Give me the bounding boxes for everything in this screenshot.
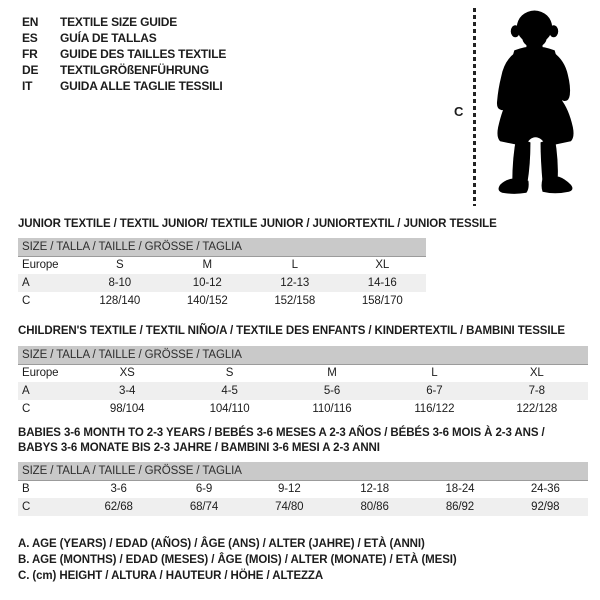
table-row (18, 498, 588, 516)
row-label: Europe (18, 256, 76, 274)
toddler-silhouette-icon (484, 6, 588, 212)
table-row (18, 480, 588, 498)
size-value-cell: 6-9 (161, 480, 246, 498)
size-value-cell: 18-24 (417, 480, 502, 498)
size-value-cell: 7-8 (486, 382, 588, 400)
table-title (18, 426, 545, 455)
size-value-cell: 80/86 (332, 498, 417, 516)
size-value-cell: XL (339, 256, 427, 274)
size-value-cell: M (164, 256, 252, 274)
size-value-cell: 122/128 (486, 400, 588, 418)
size-value-cell: 8-10 (76, 274, 164, 292)
height-measure-dashed-line (473, 8, 476, 206)
row-label: C (18, 498, 76, 516)
measure-label-c: C (454, 104, 464, 119)
size-value-cell: 3-4 (76, 382, 178, 400)
size-value-cell: 128/140 (76, 292, 164, 310)
size-value-cell: S (178, 364, 280, 382)
size-value-cell: 12-18 (332, 480, 417, 498)
size-header-label: SIZE / TALLA / TAILLE / GRÖSSE / TAGLIA (18, 346, 588, 364)
size-value-cell: 140/152 (164, 292, 252, 310)
table-row (18, 382, 588, 400)
size-header-row (18, 346, 588, 364)
table-title-line: CHILDREN'S TEXTILE / TEXTIL NIÑO/A / TEXTILE DES ENFANTS / KINDERTEXTIL / BAMBINI TESSILE (18, 325, 565, 337)
row-label: A (18, 274, 76, 292)
row-label: A (18, 382, 76, 400)
language-title: GUÍA DE TALLAS (60, 31, 157, 45)
table-title (18, 217, 497, 232)
size-header-label: SIZE / TALLA / TAILLE / GRÖSSE / TAGLIA (18, 462, 588, 480)
size-header-label: SIZE / TALLA / TAILLE / GRÖSSE / TAGLIA (18, 238, 426, 256)
language-list (22, 14, 226, 94)
children-size-table (18, 346, 588, 418)
language-code: IT (22, 79, 33, 93)
language-title: TEXTILGRÖßENFÜHRUNG (60, 63, 209, 77)
legend-line: C. (cm) HEIGHT / ALTURA / HAUTEUR / HÖHE / ALTEZZA (18, 570, 324, 582)
size-value-cell: L (383, 364, 485, 382)
table-row (18, 292, 426, 310)
table-row (18, 274, 426, 292)
language-row (22, 78, 226, 94)
row-label: B (18, 480, 76, 498)
size-value-cell: 4-5 (178, 382, 280, 400)
size-value-cell: 116/122 (383, 400, 485, 418)
size-value-cell: XL (486, 364, 588, 382)
table-title-line: BABIES 3-6 MONTH TO 2-3 YEARS / BEBÉS 3-6 MESES A 2-3 AÑOS / BÉBÉS 3-6 MOIS À 2-3 ANS / (18, 427, 545, 439)
row-label: C (18, 400, 76, 418)
language-code: DE (22, 63, 39, 77)
size-value-cell: 68/74 (161, 498, 246, 516)
language-code: ES (22, 31, 38, 45)
row-label: C (18, 292, 76, 310)
measurement-legend (18, 536, 457, 584)
size-value-cell: 98/104 (76, 400, 178, 418)
size-value-cell: 24-36 (503, 480, 588, 498)
language-title: TEXTILE SIZE GUIDE (60, 15, 178, 29)
language-row (22, 14, 226, 30)
size-header-row (18, 238, 426, 256)
size-value-cell: 158/170 (339, 292, 427, 310)
size-value-cell: S (76, 256, 164, 274)
language-title: GUIDE DES TAILLES TEXTILE (60, 47, 227, 61)
table-title-line: BABYS 3-6 MONATE BIS 2-3 JAHRE / BAMBINI 3-6 MESI A 2-3 ANNI (18, 441, 380, 454)
table-title-line: JUNIOR TEXTILE / TEXTIL JUNIOR/ TEXTILE JUNIOR / JUNIORTEXTIL / JUNIOR TESSILE (18, 218, 497, 230)
size-value-cell: 152/158 (251, 292, 339, 310)
table-row (18, 364, 588, 382)
size-value-cell: 74/80 (247, 498, 332, 516)
legend-line: A. AGE (YEARS) / EDAD (AÑOS) / ÂGE (ANS) / ALTER (JAHRE) / ETÀ (ANNI) (18, 538, 425, 550)
size-value-cell: L (251, 256, 339, 274)
language-title: GUIDA ALLE TAGLIE TESSILI (60, 79, 223, 93)
language-code: EN (22, 15, 39, 29)
size-value-cell: XS (76, 364, 178, 382)
legend-line: B. AGE (MONTHS) / EDAD (MESES) / ÂGE (MOIS) / ALTER (MONATE) / ETÀ (MESI) (18, 554, 457, 566)
language-row (22, 46, 226, 62)
language-row (22, 30, 226, 46)
size-value-cell: M (281, 364, 383, 382)
table-title (18, 324, 565, 339)
size-header-row (18, 462, 588, 480)
table-row (18, 400, 588, 418)
table-row (18, 256, 426, 274)
row-label: Europe (18, 364, 76, 382)
size-value-cell: 9-12 (247, 480, 332, 498)
junior-size-table (18, 238, 426, 310)
size-value-cell: 110/116 (281, 400, 383, 418)
babies-size-table (18, 462, 588, 516)
size-value-cell: 6-7 (383, 382, 485, 400)
size-value-cell: 62/68 (76, 498, 161, 516)
size-value-cell: 86/92 (417, 498, 502, 516)
size-value-cell: 3-6 (76, 480, 161, 498)
language-row (22, 62, 226, 78)
size-value-cell: 12-13 (251, 274, 339, 292)
size-value-cell: 5-6 (281, 382, 383, 400)
size-value-cell: 14-16 (339, 274, 427, 292)
language-code: FR (22, 47, 38, 61)
size-value-cell: 104/110 (178, 400, 280, 418)
size-value-cell: 10-12 (164, 274, 252, 292)
size-value-cell: 92/98 (503, 498, 588, 516)
